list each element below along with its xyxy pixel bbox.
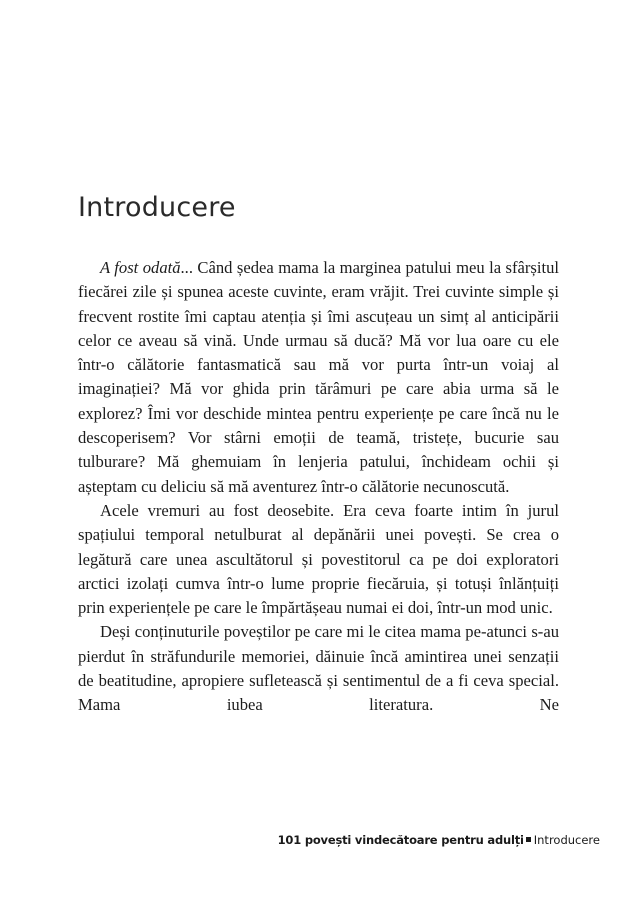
- paragraph-lead-italic: A fost odată: [100, 258, 181, 277]
- paragraph-1: [78, 256, 559, 499]
- square-bullet-icon: [526, 837, 531, 842]
- footer-section-name: Introducere: [533, 833, 600, 847]
- body-text: [78, 256, 559, 718]
- chapter-title: Introducere: [78, 192, 236, 223]
- paragraph-3: [78, 620, 559, 717]
- paragraph-1-text: ... Când ședea mama la marginea patului meu la sfârșitul fiecărei zile și spunea aceste cuvinte, eram vrăjit. Trei cuvinte simple și frecvent rostite îmi captau atenția și îmi ascuțeau un simț al anticipării celor ce aveau să vină. Unde urmau să ducă? Mă vor lua oare cu ele într-o călătorie fantasmatică sau mă vor purta într-un voiaj al imaginației? Mă vor ghida prin tărâmuri pe care abia urma să le explorez? Îmi vor deschide mintea pentru experiențe pe care încă nu le descoperisem? Vor stârni emoții de teamă, tristețe, bucurie sau tulburare? Mă ghemuiam în lenjeria patului, închideam ochii și așteptam cu deliciu să mă aventurez într-o călătorie necunoscută.: [78, 258, 560, 496]
- paragraph-2: [78, 499, 559, 620]
- footer-book-title: 101 povești vindecătoare pentru adulți: [277, 833, 524, 847]
- running-footer: [278, 833, 600, 847]
- paragraph-3-text: Deși conținuturile poveștilor pe care mi le citea mama pe-atunci s-au pierdut în străfundurile memoriei, dăinuie încă amintirea unei senzații de beatitudine, apropiere sufletească și sentimentul de a fi ceva special. Mama iubea literatura. Ne: [78, 622, 559, 715]
- paragraph-2-text: Acele vremuri au fost deosebite. Era ceva foarte intim în jurul spațiului temporal netulburat al depănării unei povești. Se crea o legătură care unea ascultătorul și povestitorul ca pe doi exploratori arctici izolați cumva într-o lume proprie fiecăruia, și totuși înlănțuiți prin experiențele pe care le împărtășeau numai ei doi, într-un mod unic.: [78, 500, 559, 618]
